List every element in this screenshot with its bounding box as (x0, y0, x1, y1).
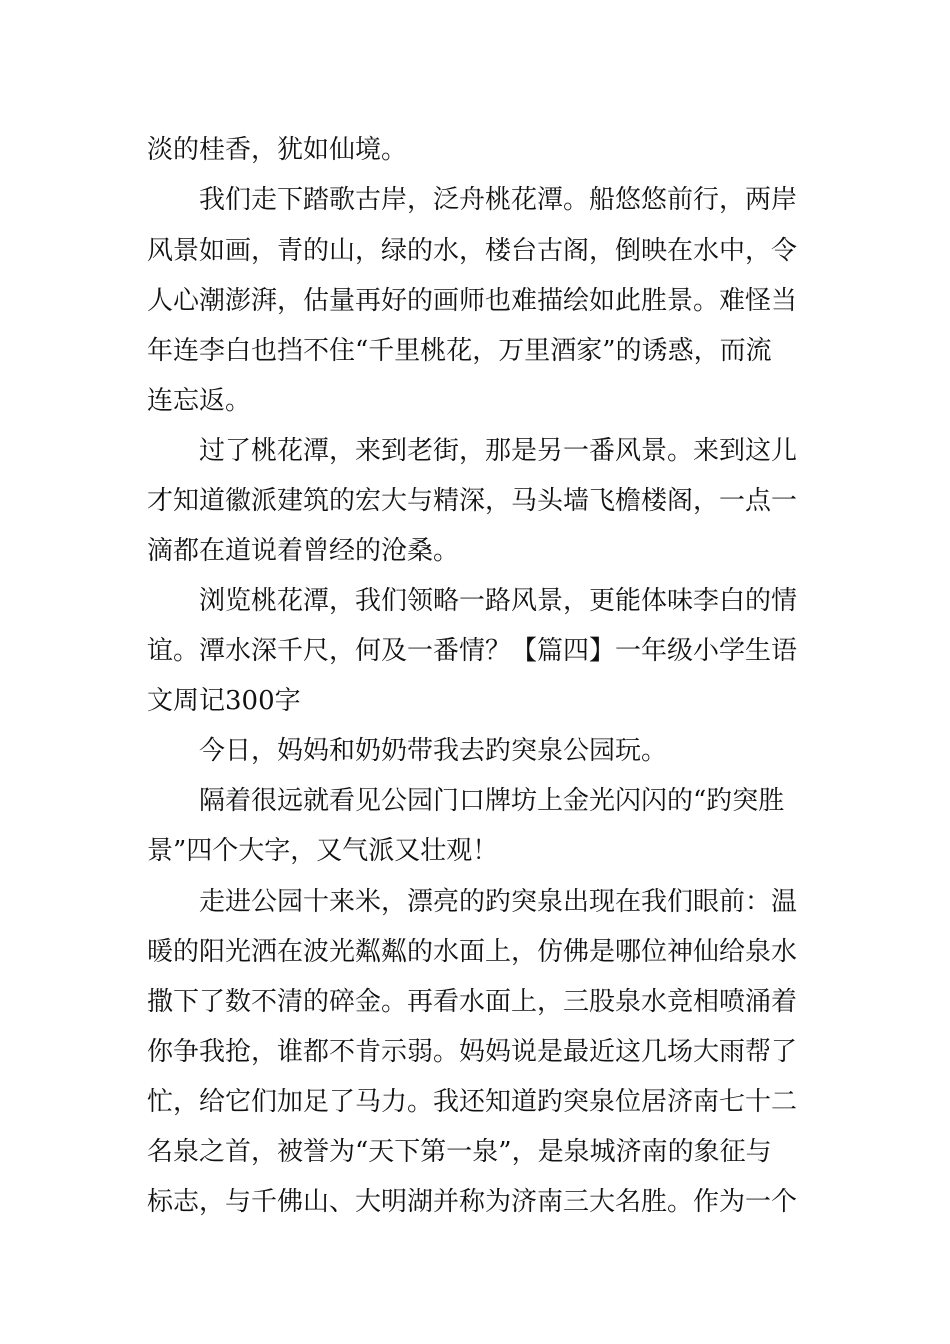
text-line: 连忘返。 (147, 386, 252, 416)
text-line: 今日，妈妈和奶奶带我去趵突泉公园玩。 (199, 736, 668, 766)
text-line: 名泉之首，被誉为“天下第一泉”，是泉城济南的象征与 (147, 1137, 772, 1167)
text-line: 忙，给它们加足了马力。我还知道趵突泉位居济南七十二 (147, 1087, 798, 1117)
text-line: 撒下了数不清的碎金。再看水面上，三股泉水竞相喷涌着 (147, 987, 798, 1017)
text-line: 走进公园十来米，漂亮的趵突泉出现在我们眼前：温 (199, 887, 798, 917)
text-line: 文周记300字 (147, 686, 301, 716)
text-line: 淡的桂香，犹如仙境。 (147, 135, 408, 165)
text-line: 浏览桃花潭，我们领略一路风景，更能体味李白的情 (199, 586, 798, 616)
text-line: 隔着很远就看见公园门口牌坊上金光闪闪的“趵突胜 (199, 786, 785, 816)
text-line: 风景如画，青的山，绿的水，楼台古阁，倒映在水中，令 (147, 236, 798, 266)
text-line: 年连李白也挡不住“千里桃花，万里酒家”的诱惑，而流 (147, 336, 772, 366)
text-line: 滴都在道说着曾经的沧桑。 (147, 536, 460, 566)
text-line: 过了桃花潭，来到老街，那是另一番风景。来到这儿 (199, 436, 798, 466)
text-line: 标志，与千佛山、大明湖并称为济南三大名胜。作为一个 (147, 1187, 798, 1217)
text-line: 景”四个大字，又气派又壮观！ (147, 836, 499, 866)
text-line: 才知道徽派建筑的宏大与精深，马头墙飞檐楼阁，一点一 (147, 486, 798, 516)
text-line: 人心潮澎湃，估量再好的画师也难描绘如此胜景。难怪当 (147, 286, 798, 316)
text-line: 你争我抢，谁都不肯示弱。妈妈说是最近这几场大雨帮了 (147, 1037, 798, 1067)
text-line: 谊。潭水深千尺，何及一番情？【篇四】一年级小学生语 (147, 636, 798, 666)
text-line: 暖的阳光洒在波光粼粼的水面上，仿佛是哪位神仙给泉水 (147, 937, 798, 967)
text-line: 我们走下踏歌古岸，泛舟桃花潭。船悠悠前行，两岸 (199, 185, 798, 215)
